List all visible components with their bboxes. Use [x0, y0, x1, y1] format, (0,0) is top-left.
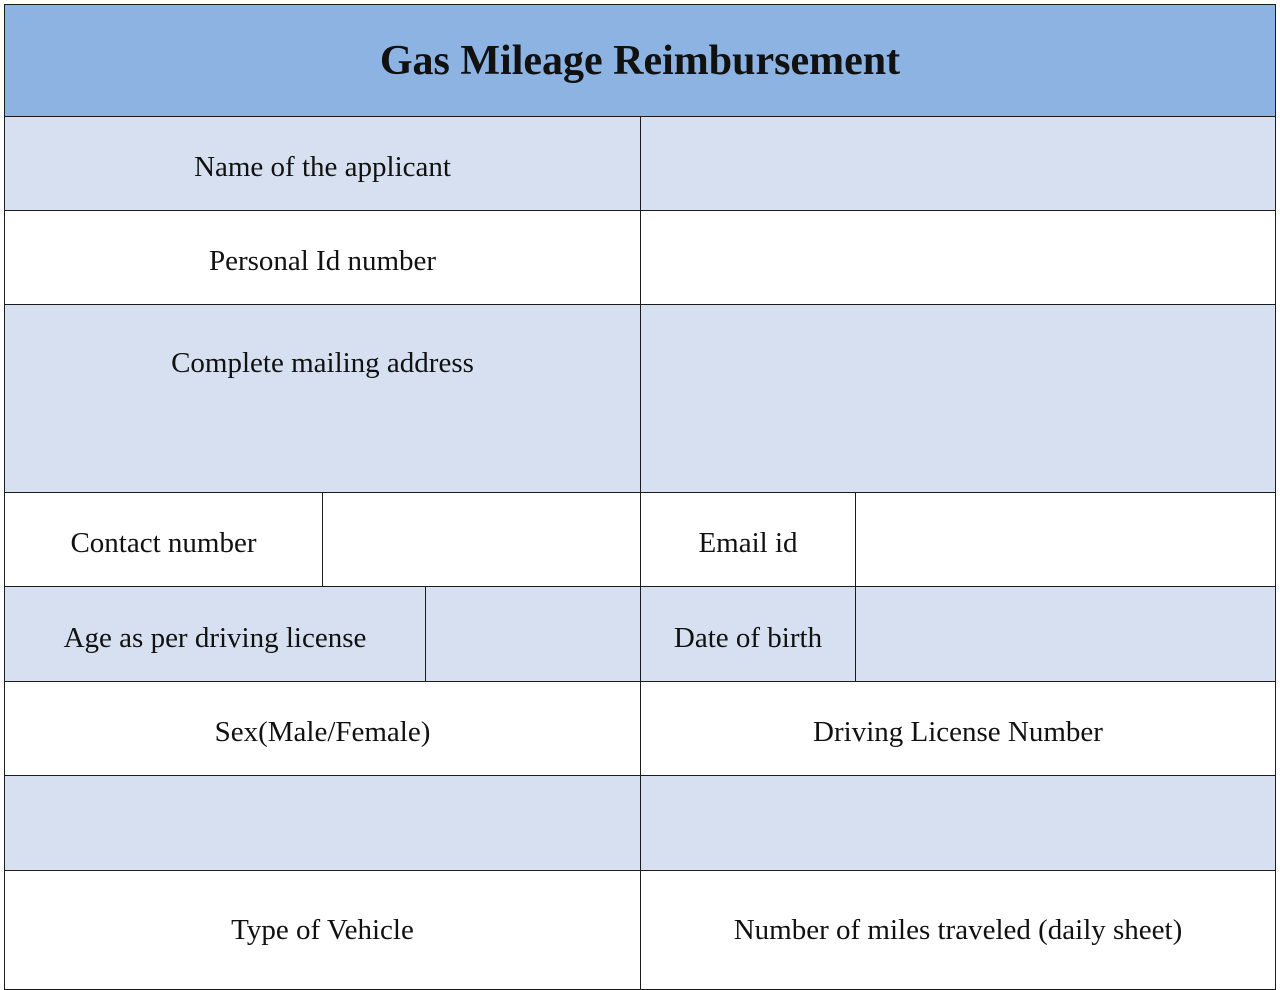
- email-id-label: Email id: [640, 492, 856, 587]
- applicant-name-cell: [640, 116, 1276, 211]
- applicant-name-label: Name of the applicant: [4, 116, 641, 211]
- driving-license-input[interactable]: [641, 776, 1275, 870]
- miles-traveled-label: Number of miles traveled (daily sheet): [640, 870, 1276, 990]
- contact-number-label: Contact number: [4, 492, 323, 587]
- mailing-address-input[interactable]: [641, 305, 1275, 492]
- reimbursement-form: [4, 4, 1276, 964]
- personal-id-cell: [640, 210, 1276, 305]
- personal-id-input[interactable]: [641, 211, 1275, 304]
- sex-label: Sex(Male/Female): [4, 681, 641, 776]
- mailing-address-label: Complete mailing address: [4, 304, 641, 493]
- sex-input[interactable]: [5, 776, 640, 870]
- mailing-address-cell: [640, 304, 1276, 493]
- driving-license-cell: [640, 775, 1276, 871]
- vehicle-type-label: Type of Vehicle: [4, 870, 641, 990]
- date-of-birth-input[interactable]: [856, 587, 1275, 681]
- contact-number-cell: [322, 492, 641, 587]
- form-title: Gas Mileage Reimbursement: [4, 4, 1276, 117]
- email-id-input[interactable]: [856, 493, 1275, 586]
- age-cell: [425, 586, 641, 682]
- date-of-birth-label: Date of birth: [640, 586, 856, 682]
- applicant-name-input[interactable]: [641, 117, 1275, 210]
- sex-cell: [4, 775, 641, 871]
- personal-id-label: Personal Id number: [4, 210, 641, 305]
- contact-number-input[interactable]: [323, 493, 640, 586]
- age-input[interactable]: [426, 587, 640, 681]
- email-id-cell: [855, 492, 1276, 587]
- driving-license-label: Driving License Number: [640, 681, 1276, 776]
- date-of-birth-cell: [855, 586, 1276, 682]
- age-label: Age as per driving license: [4, 586, 426, 682]
